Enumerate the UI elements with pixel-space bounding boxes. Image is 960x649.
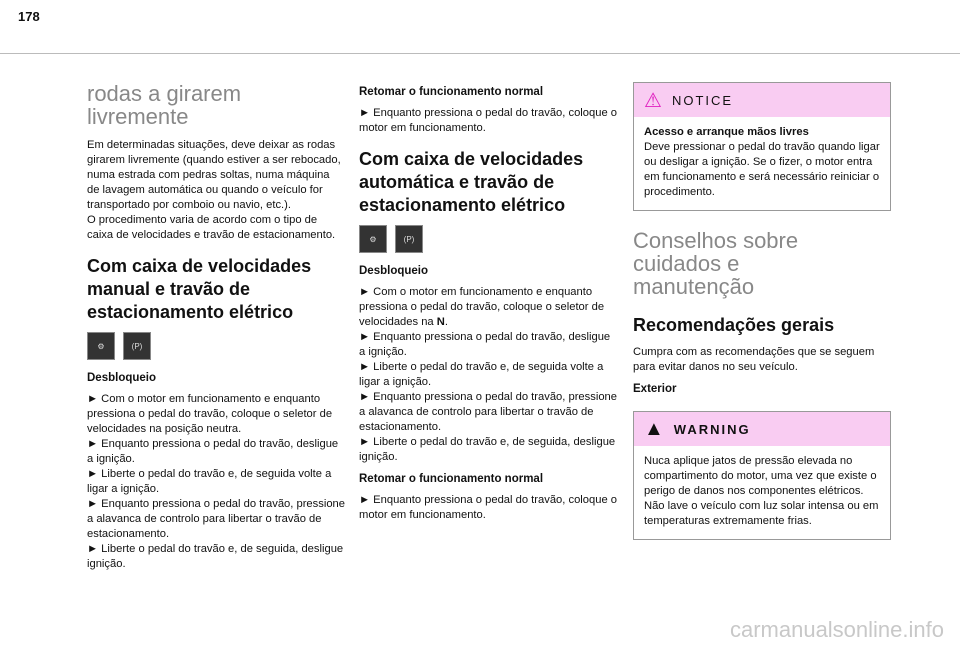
subheading-unlock: Desbloqueio xyxy=(87,372,157,384)
notice-title: Acesso e arranque mãos livres xyxy=(644,126,809,138)
watermark: carmanualsonline.info xyxy=(729,617,944,642)
notice-icon: ⚠ xyxy=(644,89,664,112)
subheading-unlock: Desbloqueio xyxy=(359,265,429,277)
column-3 xyxy=(633,82,891,558)
step: ► Liberte o pedal do travão e, de seguida, desligue ignição. xyxy=(359,436,616,463)
warning-text: Nuca aplique jatos de pressão elevada no compartimento do motor, uma vez que existe o perigo de danos nos componentes elétricos. xyxy=(644,455,877,497)
step: ► Liberte o pedal do travão e, de seguida, desligue ignição. xyxy=(87,543,344,570)
column-1 xyxy=(87,82,345,572)
section-title: Conselhos sobre cuidados e manutenção xyxy=(633,228,799,299)
heading-manual: Com caixa de velocidades manual e travão de estacionamento elétrico xyxy=(87,256,312,322)
subheading-resume: Retomar o funcionamento normal xyxy=(359,86,544,98)
notice-label: NOTICE xyxy=(671,92,734,108)
resume-text: ► Enquanto pressiona o pedal do travão, coloque o motor em funcionamento. xyxy=(359,107,618,134)
column-2 xyxy=(359,82,617,531)
general-text: Cumpra com as recomendações que se seguem para evitar danos no seu veículo. xyxy=(633,346,875,373)
resume-text: ► Enquanto pressiona o pedal do travão, coloque o motor em funcionamento. xyxy=(359,494,618,521)
step: ► Com o motor em funcionamento e enquanto pressiona o pedal do travão, coloque o seletor de velocidades na N. xyxy=(359,286,605,328)
step: ► Enquanto pressiona o pedal do travão, desligue a ignição. xyxy=(359,331,611,358)
warning-text-2: Não lave o veículo com luz solar intensa ou em temperaturas extremamente frias. xyxy=(644,500,879,527)
intro-text-2: O procedimento varia de acordo com o tipo de caixa de velocidades e travão de estacionamento. xyxy=(87,214,336,241)
heading-automatic: Com caixa de velocidades automática e travão de estacionamento elétrico xyxy=(359,149,584,215)
warning-box xyxy=(633,411,891,540)
section-title: rodas a girarem livremente xyxy=(87,81,242,129)
intro-text: Em determinadas situações, deve deixar as rodas girarem livremente (quando estiver a ser rebocado, numa estrada com pedras soltas, numa máquina de lavagem automática ou quando o veículo for transportado por comboio ou navio, etc.). xyxy=(87,139,341,211)
heading-general: Recomendações gerais xyxy=(633,315,835,335)
step: ► Enquanto pressiona o pedal do travão, pressione a alavanca de controlo para libertar o travão de estacionamento. xyxy=(87,498,345,540)
step: ► Liberte o pedal do travão e, de seguida volte a ligar a ignição. xyxy=(359,361,604,388)
step: ► Liberte o pedal do travão e, de seguida volte a ligar a ignição. xyxy=(87,468,332,495)
gear-lever-icon: ⚙ xyxy=(87,332,115,360)
step-text: ► Com o motor em funcionamento e enquanto pressiona o pedal do travão, coloque o seletor de velocidades na xyxy=(359,286,605,328)
parking-brake-icon: (P) xyxy=(395,225,423,253)
parking-brake-icon: (P) xyxy=(123,332,151,360)
step: ► Com o motor em funcionamento e enquanto pressiona o pedal do travão, coloque o seletor de velocidades na posição neutra. xyxy=(87,393,333,435)
gear-selector-icon: ⚙ xyxy=(359,225,387,253)
notice-box xyxy=(633,82,891,211)
step: ► Enquanto pressiona o pedal do travão, pressione a alavanca de controlo para libertar o travão de estacionamento. xyxy=(359,391,617,433)
page-number: 178 xyxy=(18,9,40,24)
warning-label: WARNING xyxy=(673,421,751,437)
notice-text: Deve pressionar o pedal do travão quando ligar ou desligar a ignição. Se o fizer, o motor entra em funcionamento e será necessário reiniciar o procedimento. xyxy=(644,141,880,198)
step: ► Enquanto pressiona o pedal do travão, desligue a ignição. xyxy=(87,438,339,465)
header-divider xyxy=(0,53,960,54)
subheading-exterior: Exterior xyxy=(633,383,677,395)
step-bold: N xyxy=(436,316,445,328)
warning-icon: ▲ xyxy=(644,417,666,440)
subheading-resume: Retomar o funcionamento normal xyxy=(359,473,544,485)
